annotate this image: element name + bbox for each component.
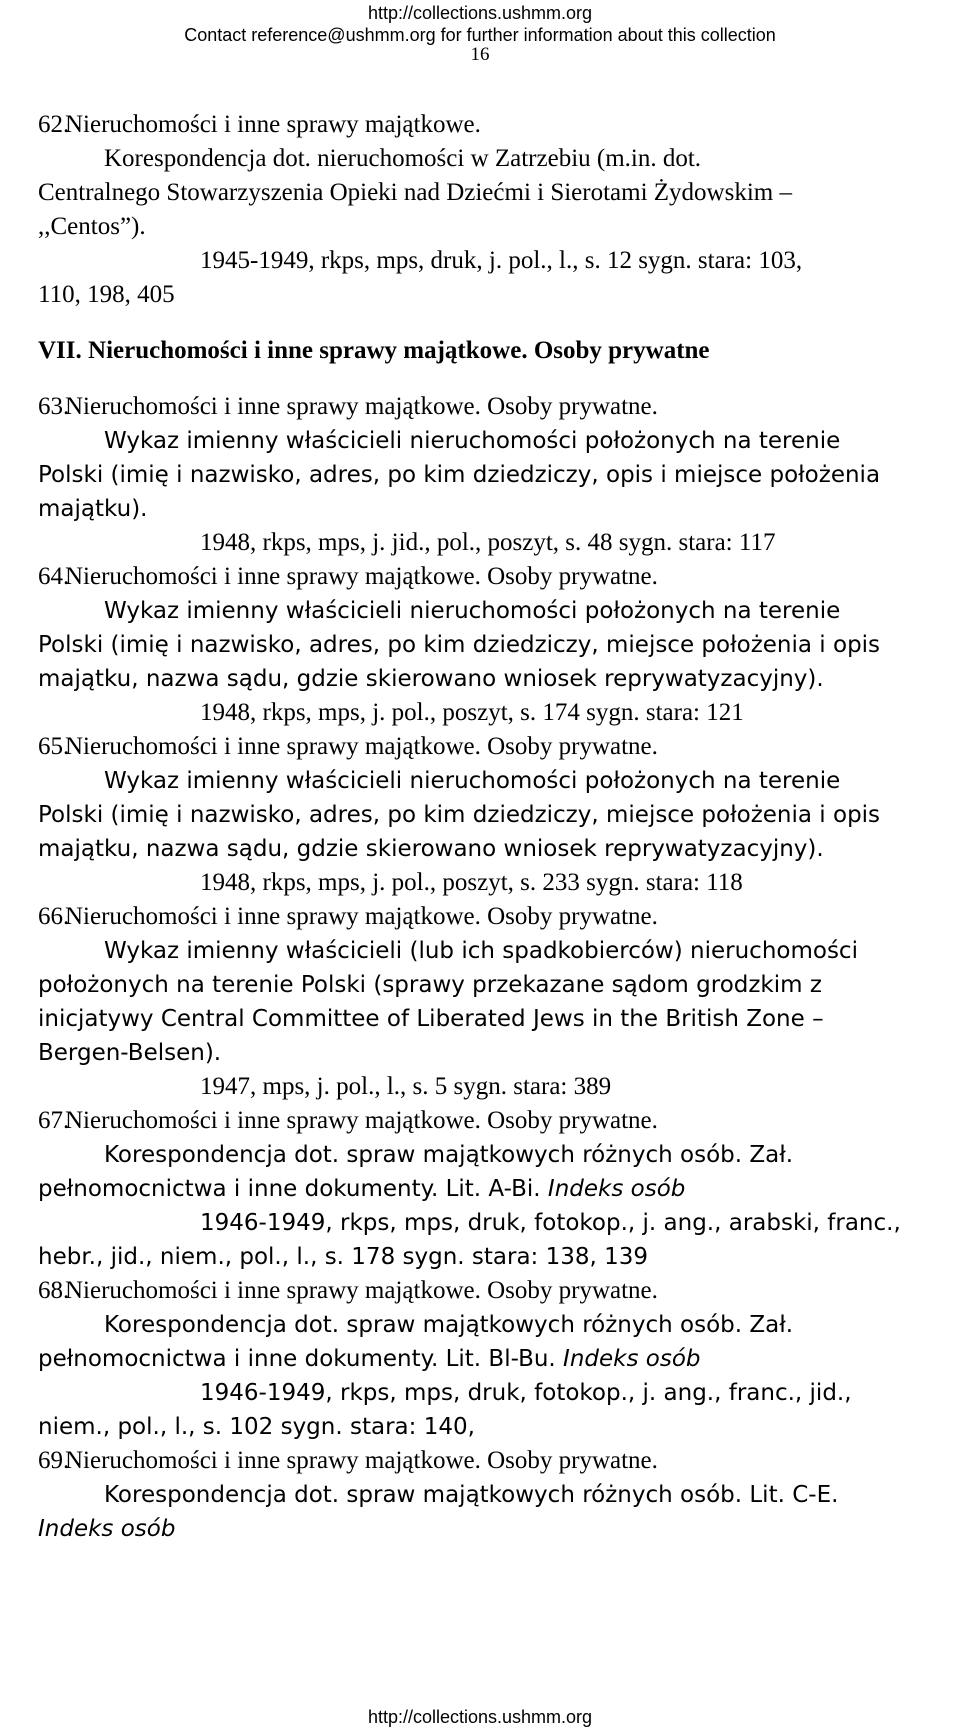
entry-67-title: 67.Nieruchomości i inne sprawy majątkowe. Osoby prywatne. bbox=[38, 1104, 658, 1138]
person-index-note: Indeks osób bbox=[38, 1516, 176, 1542]
entry-62-metadata-line: 1945-1949, rkps, mps, druk, j. pol., l., s. 12 sygn. stara: 103, bbox=[200, 247, 803, 274]
footer-url[interactable]: http://collections.ushmm.org bbox=[367, 1707, 593, 1727]
entry-63-metadata-line: 1948, rkps, mps, j. jid., pol., poszyt, s. 48 sygn. stara: 117 bbox=[200, 529, 776, 556]
entry-68-metadata-line: niem., pol., l., s. 102 sygn. stara: 140, bbox=[38, 1414, 475, 1440]
page-number: 16 bbox=[470, 44, 490, 65]
entry-65-title: 65.Nieruchomości i inne sprawy majątkowe. Osoby prywatne. bbox=[38, 730, 658, 764]
entry-62-description-line: ,,Centos”). bbox=[38, 213, 146, 240]
entry-63-title: 63.Nieruchomości i inne sprawy majątkowe. Osoby prywatne. bbox=[38, 390, 658, 424]
entry-62-metadata-line: 110, 198, 405 bbox=[38, 281, 175, 308]
entry-66-metadata-line: 1947, mps, j. pol., l., s. 5 sygn. stara: 389 bbox=[200, 1073, 612, 1100]
entry-63-description-line: Polski (imię i nazwisko, adres, po kim dziedziczy, opis i miejsce położenia bbox=[38, 462, 881, 488]
entry-68-description-line: Korespondencja dot. spraw majątkowych różnych osób. Zał. bbox=[104, 1312, 794, 1338]
entry-67-description-line: pełnomocnictwa i inne dokumenty. Lit. A-Bi. Indeks osób bbox=[38, 1176, 686, 1202]
entry-62-description-line: Centralnego Stowarzyszenia Opieki nad Dziećmi i Sierotami Żydowskim – bbox=[38, 179, 792, 206]
entry-63-description-line: majątku). bbox=[38, 496, 148, 522]
entry-number: 64. bbox=[38, 563, 70, 590]
entry-65-description-line: Wykaz imienny właścicieli nieruchomości położonych na terenie bbox=[104, 768, 841, 794]
entry-66-title: 66.Nieruchomości i inne sprawy majątkowe. Osoby prywatne. bbox=[38, 900, 658, 934]
entry-63-description-line: Wykaz imienny właścicieli nieruchomości położonych na terenie bbox=[104, 428, 841, 454]
entry-65-metadata-line: 1948, rkps, mps, j. pol., poszyt, s. 233 sygn. stara: 118 bbox=[200, 869, 743, 896]
entry-64-metadata-line: 1948, rkps, mps, j. pol., poszyt, s. 174 sygn. stara: 121 bbox=[200, 699, 744, 726]
entry-number: 65. bbox=[38, 733, 70, 760]
entry-62-title: 62.Nieruchomości i inne sprawy majątkowe. bbox=[38, 108, 481, 142]
entry-62-description-line: Korespondencja dot. nieruchomości w Zatrzebiu (m.in. dot. bbox=[104, 145, 702, 172]
entry-66-description-line: Wykaz imienny właścicieli (lub ich spadkobierców) nieruchomości bbox=[104, 938, 858, 964]
entry-number: 68. bbox=[38, 1277, 70, 1304]
header-url[interactable]: http://collections.ushmm.org bbox=[367, 3, 593, 23]
entry-69-description-line: Korespondencja dot. spraw majątkowych różnych osób. Lit. C-E. bbox=[104, 1482, 839, 1508]
entry-68-metadata-line: 1946-1949, rkps, mps, druk, fotokop., j. ang., franc., jid., bbox=[200, 1380, 852, 1406]
section-heading: VII. Nieruchomości i inne sprawy majątkowe. Osoby prywatne bbox=[38, 337, 710, 364]
entry-66-description-line: położonych na terenie Polski (sprawy przekazane sądom grodzkim z bbox=[38, 972, 822, 998]
entry-64-description-line: majątku, nazwa sądu, gdzie skierowano wniosek reprywatyzacyjny). bbox=[38, 666, 824, 692]
entry-number: 69. bbox=[38, 1447, 70, 1474]
entry-69-title: 69.Nieruchomości i inne sprawy majątkowe. Osoby prywatne. bbox=[38, 1444, 658, 1478]
entry-number: 66. bbox=[38, 903, 70, 930]
entry-64-description-line: Wykaz imienny właścicieli nieruchomości położonych na terenie bbox=[104, 598, 841, 624]
header-contact-note: Contact reference@ushmm.org for further information about this collection bbox=[184, 25, 776, 45]
entry-67-description-line: Korespondencja dot. spraw majątkowych różnych osób. Zał. bbox=[104, 1142, 794, 1168]
entry-65-description-line: Polski (imię i nazwisko, adres, po kim dziedziczy, miejsce położenia i opis bbox=[38, 802, 881, 828]
entry-number: 67. bbox=[38, 1107, 70, 1134]
entry-number: 63. bbox=[38, 393, 70, 420]
person-index-note: Indeks osób bbox=[563, 1346, 701, 1372]
entry-65-description-line: majątku, nazwa sądu, gdzie skierowano wniosek reprywatyzacyjny). bbox=[38, 836, 824, 862]
entry-68-description-line: pełnomocnictwa i inne dokumenty. Lit. Bl-Bu. Indeks osób bbox=[38, 1346, 701, 1372]
entry-64-title: 64.Nieruchomości i inne sprawy majątkowe. Osoby prywatne. bbox=[38, 560, 658, 594]
entry-67-metadata-line: 1946-1949, rkps, mps, druk, fotokop., j. ang., arabski, franc., bbox=[200, 1210, 901, 1236]
entry-67-metadata-line: hebr., jid., niem., pol., l., s. 178 sygn. stara: 138, 139 bbox=[38, 1244, 649, 1270]
person-index-note: Indeks osób bbox=[547, 1176, 686, 1202]
entry-68-title: 68.Nieruchomości i inne sprawy majątkowe. Osoby prywatne. bbox=[38, 1274, 658, 1308]
entry-64-description-line: Polski (imię i nazwisko, adres, po kim dziedziczy, miejsce położenia i opis bbox=[38, 632, 881, 658]
entry-66-description-line: inicjatywy Central Committee of Liberated Jews in the British Zone – bbox=[38, 1006, 824, 1032]
entry-number: 62. bbox=[38, 111, 70, 138]
entry-66-description-line: Bergen-Belsen). bbox=[38, 1040, 222, 1066]
